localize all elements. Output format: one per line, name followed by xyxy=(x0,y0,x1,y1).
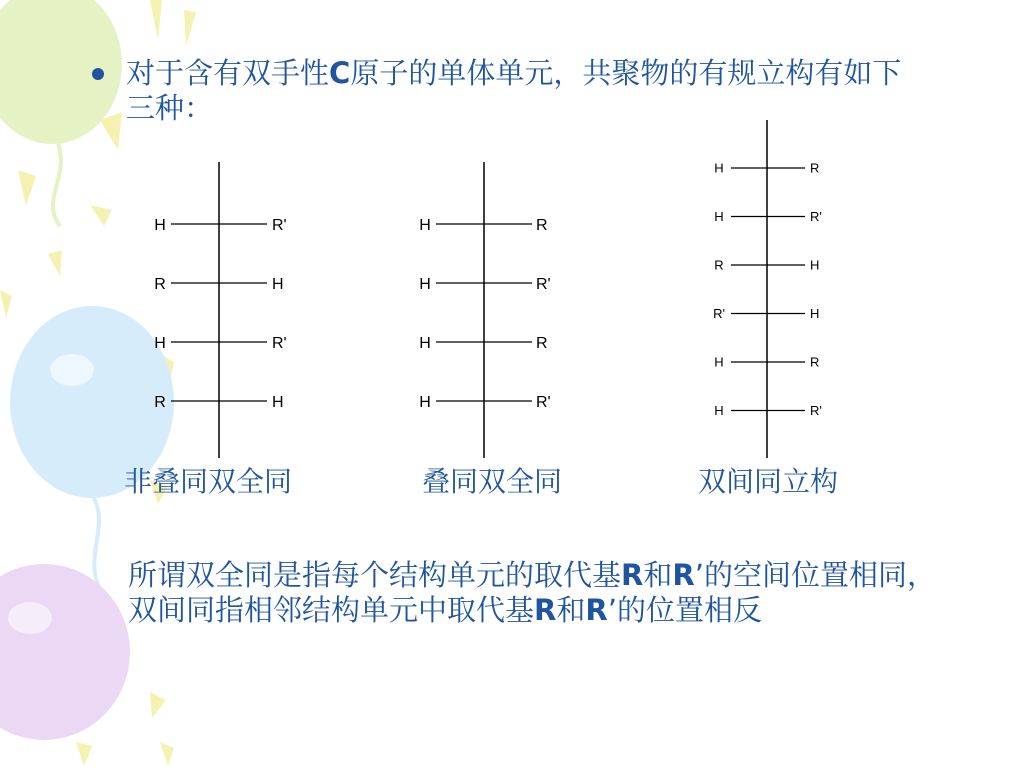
right-substituent-label: R' xyxy=(810,403,822,419)
right-substituent-label: R' xyxy=(272,334,287,352)
left-substituent-label: R xyxy=(714,257,724,273)
right-substituent-label: H xyxy=(272,275,284,293)
left-substituent-label: H xyxy=(714,403,724,419)
right-substituent-label: R xyxy=(810,160,820,176)
intro-part2: 原子的单体单元，共聚物的有规立构有如下三种： xyxy=(126,56,902,125)
note-part1: 所谓双全同是指每个结构单元的取代基 xyxy=(128,558,622,592)
right-substituent-label: R xyxy=(536,216,548,234)
left-substituent-label: H xyxy=(154,334,166,352)
left-substituent-label: R' xyxy=(713,306,725,322)
note-prime1: ’ xyxy=(694,558,704,592)
left-substituent-label: H xyxy=(419,216,431,234)
right-substituent-label: R xyxy=(536,334,548,352)
intro-bold-c: C xyxy=(329,56,351,90)
left-substituent-label: H xyxy=(419,334,431,352)
fischer-projection-3 xyxy=(713,120,822,458)
right-substituent-label: R' xyxy=(810,209,822,225)
caption-disyndiotactic: 双间同立构 xyxy=(698,465,839,498)
left-substituent-label: H xyxy=(154,216,166,234)
left-substituent-label: H xyxy=(419,393,431,411)
right-substituent-label: R' xyxy=(536,275,551,293)
right-substituent-label: H xyxy=(810,257,820,273)
caption-non-identical-diisotactic: 非叠同双全同 xyxy=(124,465,293,498)
left-substituent-label: R xyxy=(154,275,166,293)
left-substituent-label: H xyxy=(714,160,724,176)
right-substituent-label: R' xyxy=(272,216,287,234)
right-substituent-label: H xyxy=(272,393,284,411)
left-substituent-label: H xyxy=(419,275,431,293)
right-substituent-label: H xyxy=(810,306,820,322)
note-part3: 的位置相反 xyxy=(616,593,762,627)
right-substituent-label: R xyxy=(810,354,820,370)
note-prime2: ’ xyxy=(607,593,617,627)
note-r2: R xyxy=(672,558,695,592)
note-r1: R xyxy=(621,558,644,592)
note-r4: R xyxy=(585,593,608,627)
left-substituent-label: R xyxy=(154,393,166,411)
intro-part1: 对于含有双手性 xyxy=(126,56,330,90)
explanation-text xyxy=(128,558,938,628)
note-r3: R xyxy=(534,593,557,627)
note-and2: 和 xyxy=(556,593,586,627)
note-part2: 的空间位置相同，双间同指相邻结构单元中取代基 xyxy=(128,558,936,627)
left-substituent-label: H xyxy=(714,354,724,370)
fischer-projection-2 xyxy=(419,162,550,458)
note-and1: 和 xyxy=(643,558,673,592)
right-substituent-label: R' xyxy=(536,393,551,411)
caption-identical-diisotactic: 叠同双全同 xyxy=(422,465,563,498)
left-substituent-label: H xyxy=(714,209,724,225)
fischer-projection-1 xyxy=(154,162,286,458)
